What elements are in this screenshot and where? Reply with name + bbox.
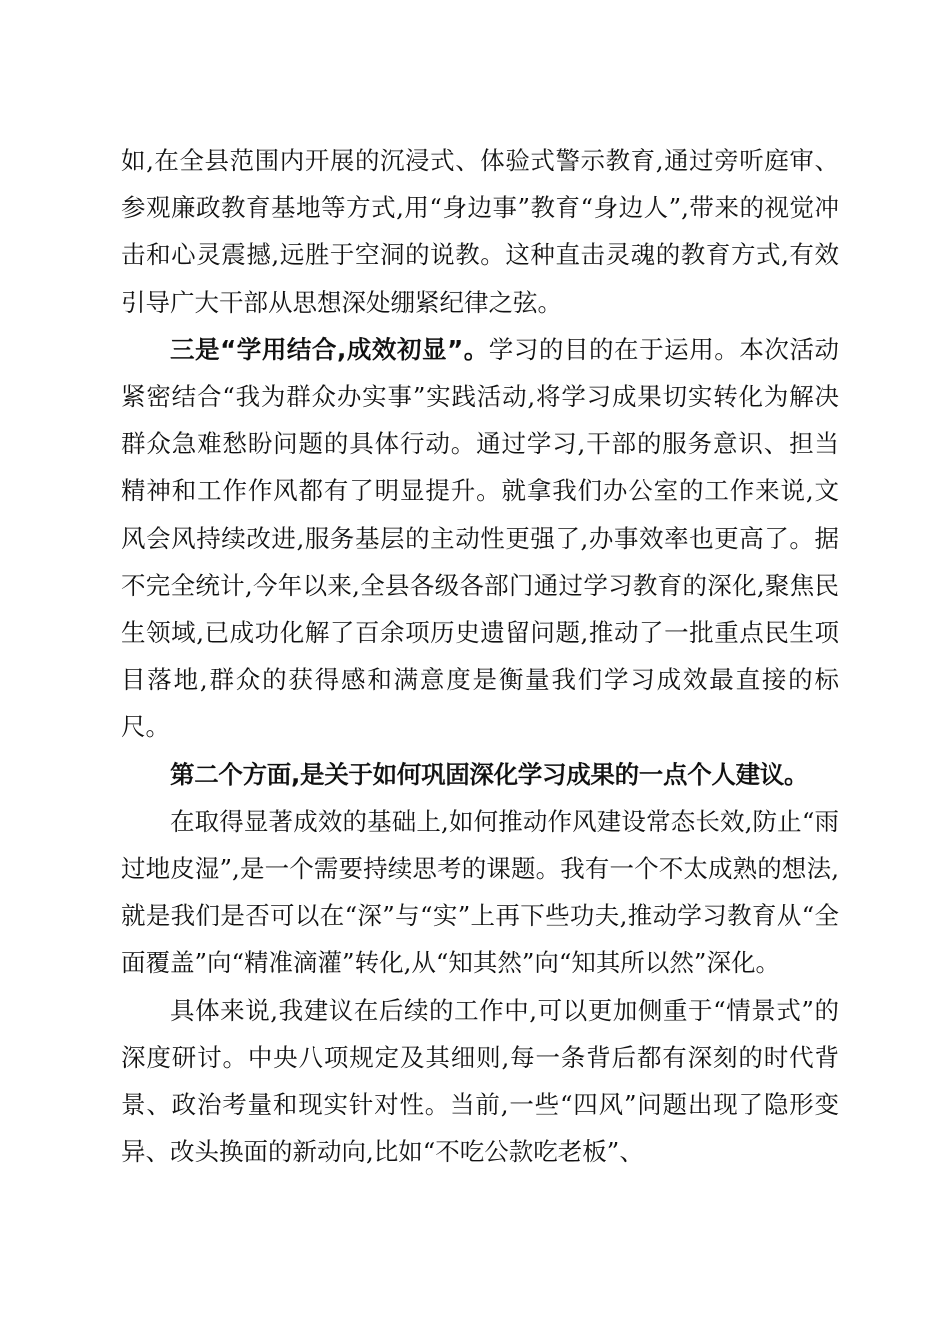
- document-body: [121, 137, 839, 1175]
- paragraph-text: 如,在全县范围内开展的沉浸式、体验式警示教育,通过旁听庭审、参观廉政教育基地等方式,用“身边事”教育“身边人”,带来的视觉冲击和心灵震撼,远胜于空洞的说教。这种直击灵魂的教育方式,有效引导广大干部从思想深处绷紧纪律之弦。: [121, 146, 839, 317]
- paragraph-lead: 三是“学用结合,成效初显”。: [170, 334, 489, 364]
- paragraph-1: [121, 137, 839, 326]
- paragraph-4: [121, 798, 839, 987]
- paragraph-5: [121, 987, 839, 1176]
- paragraph-text: 在取得显著成效的基础上,如何推动作风建设常态长效,防止“雨过地皮湿”,是一个需要持续思考的课题。我有一个不太成熟的想法,就是我们是否可以在“深”与“实”上再下些功夫,推动学习教育从“全面覆盖”向“精准滴灌”转化,从“知其然”向“知其所以然”深化。: [121, 806, 839, 978]
- paragraph-text: 具体来说,我建议在后续的工作中,可以更加侧重于“情景式”的深度研讨。中央八项规定及其细则,每一条背后都有深刻的时代背景、政治考量和现实针对性。当前,一些“四风”问题出现了隐形变异、改头换面的新动向,比如“不吃公款吃老板”、: [121, 995, 839, 1167]
- section-heading: [121, 751, 839, 798]
- paragraph-text: 学习的目的在于运用。本次活动紧密结合“我为群众办实事”实践活动,将学习成果切实转化为解决群众急难愁盼问题的具体行动。通过学习,干部的服务意识、担当精神和工作作风都有了明显提升。就拿我们办公室的工作来说,文风会风持续改进,服务基层的主动性更强了,办事效率也更高了。据不完全统计,今年以来,全县各级各部门通过学习教育的深化,聚焦民生领域,已成功化解了百余项历史遗留问题,推动了一批重点民生项目落地,群众的获得感和满意度是衡量我们学习成效最直接的标尺。: [121, 334, 839, 742]
- section-heading-text: 第二个方面,是关于如何巩固深化学习成果的一点个人建议。: [170, 759, 809, 789]
- paragraph-2: [121, 326, 839, 751]
